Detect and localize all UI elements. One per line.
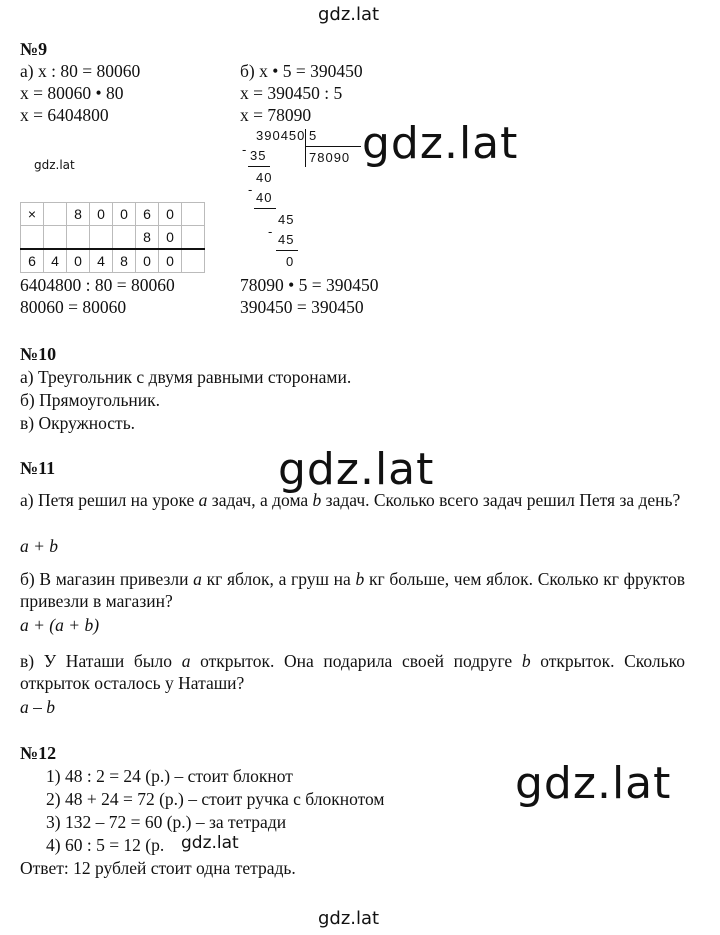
task-9a-check: 6404800 : 80 = 80060: [20, 275, 175, 295]
division-step-line: [254, 208, 276, 209]
task-12-step: 2) 48 + 24 = 72 (р.) – стоит ручка с блокнотом: [46, 789, 385, 809]
task-12-title: №12: [20, 743, 57, 763]
division-bracket: [305, 129, 306, 167]
multiplication-grid: [20, 202, 205, 273]
grid-cell: 0: [159, 203, 182, 226]
division-minus: -: [242, 142, 248, 157]
grid-cell: [182, 203, 205, 226]
task-10-line: а) Треугольник с двумя равными сторонами.: [20, 367, 352, 387]
task-9b-line: б) х • 5 = 390450: [240, 61, 363, 81]
task-9b-line: х = 78090: [240, 105, 312, 125]
task-10-line: в) Окружность.: [20, 413, 136, 433]
division-step: 40: [256, 190, 273, 205]
var-a: a: [181, 651, 191, 671]
grid-cell: 8: [136, 226, 159, 250]
division-divisor: 5: [309, 128, 318, 143]
task-11-title: №11: [20, 458, 56, 478]
division-step: 40: [256, 170, 273, 185]
task-10-line: б) Прямоугольник.: [20, 390, 161, 410]
grid-cell: [182, 249, 205, 273]
grid-cell: 4: [44, 249, 67, 273]
var-a: a: [198, 490, 208, 510]
grid-cell: [44, 203, 67, 226]
var-b: b: [355, 569, 365, 589]
division-minus: -: [248, 182, 254, 197]
grid-cell: 0: [113, 203, 136, 226]
task-11c-answer: a – b: [20, 697, 55, 717]
grid-cell: 8: [113, 249, 136, 273]
watermark-top: gdz.lat: [318, 4, 380, 25]
division-minus: -: [268, 224, 274, 239]
task-9b-line: х = 390450 : 5: [240, 83, 343, 103]
grid-cell: [182, 226, 205, 250]
watermark-large-1: gdz.lat: [362, 118, 519, 169]
var-a: a: [193, 569, 202, 589]
task-11b-text: [20, 568, 685, 612]
task-9a-check: 80060 = 80060: [20, 297, 127, 317]
watermark-large-2: gdz.lat: [278, 444, 435, 495]
grid-cell: 0: [159, 226, 182, 250]
task-9b-check: 78090 • 5 = 390450: [240, 275, 379, 295]
task-9a-line: х = 80060 • 80: [20, 83, 124, 103]
grid-cell: 0: [67, 249, 90, 273]
division-step-line: [276, 250, 298, 251]
task-11c-post: открыток. Сколько открыток осталось у Наташи?: [20, 651, 686, 693]
grid-cell: 8: [67, 203, 90, 226]
var-b: b: [521, 651, 531, 671]
grid-cell: [90, 226, 113, 250]
task-11b-post: кг больше, чем яблок. Сколько кг фруктов привезли в магазин?: [20, 569, 685, 611]
task-11a-post: задач. Сколько всего задач решил Петя за день?: [321, 490, 681, 510]
division-quotient-line: [305, 146, 361, 147]
task-10-title: №10: [20, 344, 57, 364]
watermark-bottom: gdz.lat: [318, 908, 380, 929]
task-12-step: 1) 48 : 2 = 24 (р.) – стоит блокнот: [46, 766, 293, 786]
division-quotient: 78090: [309, 150, 351, 165]
task-9-title: №9: [20, 39, 48, 59]
task-12-answer: Ответ: 12 рублей стоит одна тетрадь.: [20, 858, 296, 878]
watermark-inline: gdz.lat: [181, 833, 239, 853]
division-step: 45: [278, 212, 295, 227]
task-9a-line: х = 6404800: [20, 105, 109, 125]
grid-cell: ×: [21, 203, 44, 226]
grid-cell: 6: [21, 249, 44, 273]
grid-cell: [113, 226, 136, 250]
grid-cell: [67, 226, 90, 250]
division-dividend: 390450: [256, 128, 306, 143]
division-step-line: [248, 166, 270, 167]
task-11b-pre: б) В магазин привезли: [20, 569, 194, 589]
task-11a-text: [20, 489, 685, 511]
task-9b-check: 390450 = 390450: [240, 297, 364, 317]
task-11b-mid: кг яблок, а груш на: [201, 569, 356, 589]
task-11a-mid: задач, а дома: [207, 490, 313, 510]
var-b: b: [312, 490, 322, 510]
task-9a-line: а) х : 80 = 80060: [20, 61, 141, 81]
task-12-step: 3) 132 – 72 = 60 (р.) – за тетради: [46, 812, 287, 832]
task-11b-answer: a + (a + b): [20, 615, 100, 635]
grid-cell: 4: [90, 249, 113, 273]
task-11c-text: [20, 650, 685, 694]
task-11c-pre: в) У Наташи было: [20, 651, 182, 671]
division-remainder: 0: [286, 254, 295, 269]
watermark-large-3: gdz.lat: [515, 758, 672, 809]
grid-cell: [44, 226, 67, 250]
task-12-step: 4) 60 : 5 = 12 (р.: [46, 835, 165, 855]
task-11a-pre: а) Петя решил на уроке: [20, 490, 199, 510]
grid-cell: [21, 226, 44, 250]
watermark-small: gdz.lat: [34, 158, 75, 172]
division-step: 45: [278, 232, 295, 247]
task-11c-mid: открыток. Она подарила своей подруге: [190, 651, 522, 671]
task-11a-answer: a + b: [20, 536, 59, 556]
grid-cell: 0: [136, 249, 159, 273]
grid-cell: 6: [136, 203, 159, 226]
grid-cell: 0: [159, 249, 182, 273]
grid-cell: 0: [90, 203, 113, 226]
division-step: 35: [250, 148, 267, 163]
